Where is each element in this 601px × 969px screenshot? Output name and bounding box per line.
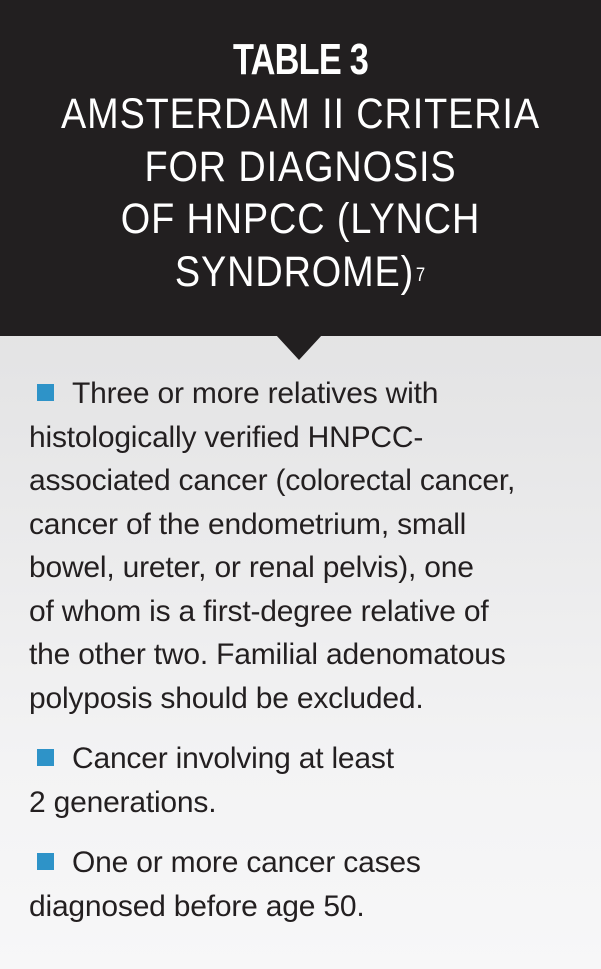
criterion-generations (29, 737, 589, 824)
header-pointer (276, 335, 322, 360)
criterion-line-text: One or more cancer cases (72, 846, 421, 879)
table-title-last-line (36, 246, 565, 299)
criteria-list (29, 372, 589, 945)
criterion-line: of whom is a first-degree relative of (29, 594, 489, 628)
criterion-line: histologically verified HNPCC- (29, 420, 424, 454)
table-number: TABLE 3 (232, 35, 369, 84)
square-bullet-icon (37, 853, 54, 870)
criterion-line (29, 841, 589, 885)
table-title-line: OF HNPCC (LYNCH (120, 195, 481, 243)
reference-superscript: 7 (415, 264, 427, 286)
table-title-line: SYNDROME) (174, 247, 415, 296)
criterion-line: polyposis should be excluded. (29, 681, 424, 715)
criterion-line: 2 generations. (29, 785, 217, 819)
criterion-line: diagnosed before age 50. (29, 889, 365, 923)
criterion-line: bowel, ureter, or renal pelvis), one (29, 551, 474, 584)
criterion-age (29, 841, 589, 928)
criterion-line (29, 372, 589, 416)
table-title-line: FOR DIAGNOSIS (144, 142, 457, 191)
square-bullet-icon (37, 384, 54, 401)
criterion-line-text: Cancer involving at least (72, 742, 394, 775)
table-header (0, 0, 601, 336)
criterion-relatives (29, 372, 589, 720)
criterion-line: associated cancer (colorectal cancer, (29, 464, 516, 497)
criterion-line: cancer of the endometrium, small (29, 507, 467, 541)
criterion-line-text: Three or more relatives with (72, 377, 439, 410)
table-title-line: AMSTERDAM II CRITERIA (61, 90, 540, 138)
criterion-line: the other two. Familial adenomatous (29, 638, 506, 671)
criterion-line (29, 737, 589, 781)
square-bullet-icon (37, 749, 54, 766)
table-title (0, 88, 601, 298)
